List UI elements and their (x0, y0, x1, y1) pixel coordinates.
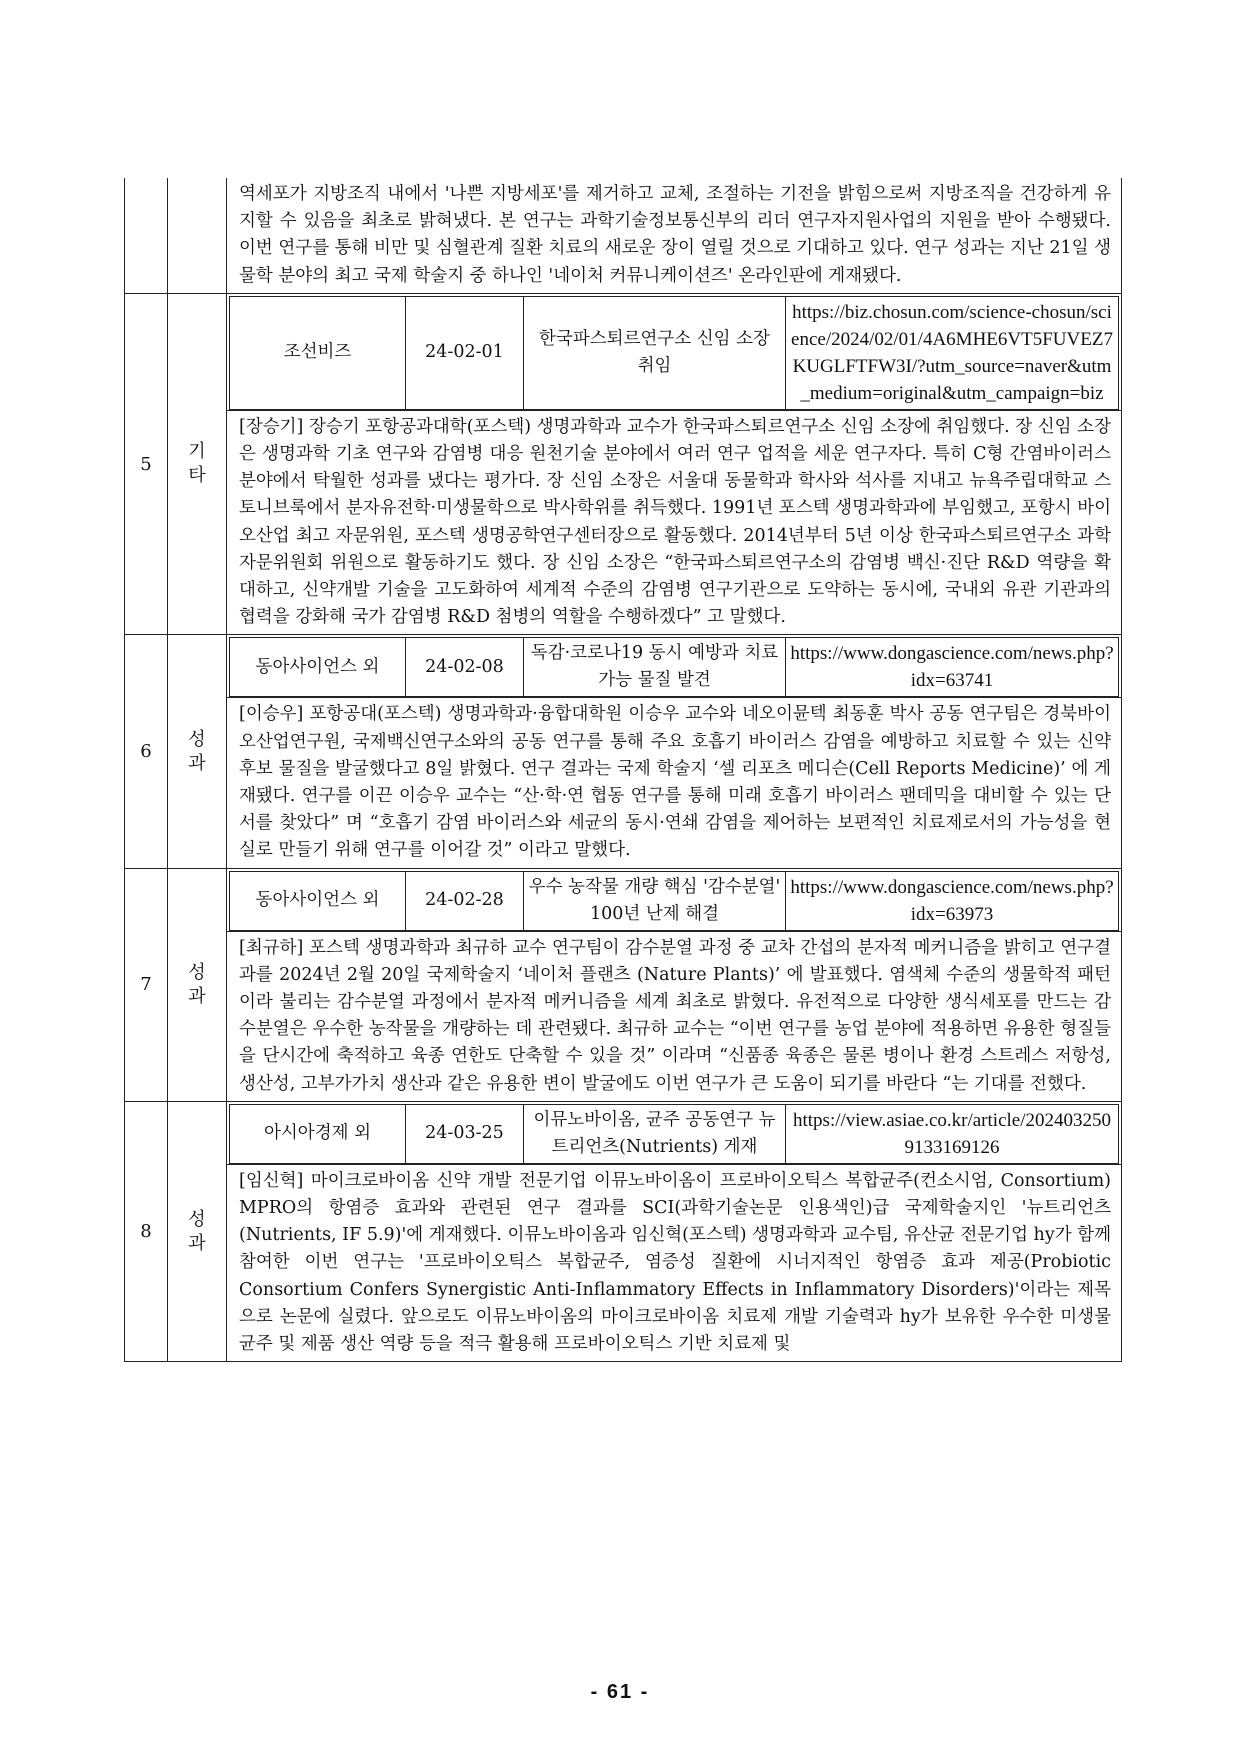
article-link[interactable]: https://www.dongascience.com/news.php?idx=63973 (786, 871, 1119, 930)
publish-date: 24-02-08 (406, 638, 524, 697)
category-char: 성 (188, 728, 206, 750)
entry-info-table (229, 871, 1119, 931)
article-headline: 우수 농작물 개량 핵심 '감수분열' 100년 난제 해결 (524, 871, 786, 930)
category-char: 성 (188, 1208, 206, 1230)
entry-row (125, 1101, 1122, 1164)
category-char: 과 (188, 985, 206, 1007)
entry-category (168, 635, 227, 868)
entry-summary: [이승우] 포항공대(포스텍) 생명과학과·융합대학원 이승우 교수와 네오이뮨텍 최동훈 박사 공동 연구팀은 경북바이오산업연구원, 국제백신연구소와의 공동 연구를 통해 주요 호흡기 바이러스 감염을 예방하고 치료할 수 있는 신약 후보 물질을 발굴했다고 8일 밝혔다. 연구 결과는 국제 학술지 ‘셀 리포츠 메디슨(Cell Reports Medicine)’ 에 게재됐다. 연구를 이끈 이승우 교수는 “산·학·연 협동 연구를 통해 미래 호흡기 바이러스 팬데믹을 대비할 수 있는 단서를 찾았다” 며 “호흡기 감염 바이러스와 세균의 동시·연쇄 감염을 제어하는 보편적인 치료제로서의 가능성을 현실로 만들기 위해 연구를 이어갈 것” 이라고 말했다. (239, 704, 1111, 861)
entry-category (168, 868, 227, 1101)
entry-summary-row (125, 931, 1122, 1101)
entry-row (125, 868, 1122, 931)
entry-summary: [임신혁] 마이크로바이옴 신약 개발 전문기업 이뮤노바이옴이 프로바이오틱스 복합균주(컨소시엄, Consortium) MPRO의 항염증 효과와 관련된 연구 결과를 SCI(과학기술논문 인용색인)급 국제학술지인 '뉴트리언츠(Nutrients, IF 5.9)'에 게재했다. 이뮤노바이옴과 임신혁(포스텍) 생명과학과 교수팀, 유산균 전문기업 hy가 함께 참여한 이번 연구는 '프로바이오틱스 복합균주, 염증성 질환에 시너지적인 항염증 효과 제공(Probiotic Consortium Confers Synergistic Anti-Inflammatory Effects in Inflammatory Disorders)'이라는 제목으로 논문에 실렸다. 앞으로도 이뮤노바이옴의 마이크로바이옴 치료제 개발 기술력과 hy가 보유한 우수한 미생물 균주 및 제품 생산 역량 등을 적극 활용해 프로바이오틱스 기반 치료제 및 (239, 1170, 1111, 1355)
entry-info-cell (227, 293, 1122, 410)
media-name: 동아사이언스 외 (230, 638, 406, 697)
entry-row (125, 293, 1122, 410)
publish-date: 24-03-25 (406, 1104, 524, 1163)
entry-number: 8 (125, 1101, 168, 1361)
article-headline: 이뮤노바이옴, 균주 공동연구 뉴트리언츠(Nutrients) 게재 (524, 1104, 786, 1163)
summary-cell (227, 1164, 1122, 1361)
entry-number: 5 (125, 293, 168, 635)
category-char: 기 (188, 441, 206, 463)
category-char: 과 (188, 752, 206, 774)
entry-number-cell (125, 178, 168, 293)
summary-cell (227, 698, 1122, 868)
page-number: - 61 - (590, 1681, 650, 1703)
entry-category-cell (168, 178, 227, 293)
entry-info-cell (227, 868, 1122, 931)
entry-number: 7 (125, 868, 168, 1101)
continued-summary-text: 역세포가 지방조직 내에서 '나쁜 지방세포'를 제거하고 교체, 조절하는 기전을 밝힘으로써 지방조직을 건강하게 유지할 수 있음을 최초로 밝혀냈다. 본 연구는 과학기술정보통신부의 리더 연구자지원사업의 지원을 받아 수행됐다. 이번 연구를 통해 비만 및 심혈관계 질환 치료의 새로운 장이 열릴 것으로 기대하고 있다. 연구 성과는 지난 21일 생물학 분야의 최고 국제 학술지 중 하나인 '네이처 커뮤니케이션즈' 온라인판에 게재됐다. (239, 184, 1111, 286)
entry-info-cell (227, 1101, 1122, 1164)
entry-info-table (229, 1104, 1119, 1164)
summary-cell (227, 410, 1122, 635)
entry-info-table (229, 296, 1119, 410)
article-headline: 독감·코로나19 동시 예방과 치료 가능 물질 발견 (524, 638, 786, 697)
category-char: 성 (188, 961, 206, 983)
entry-info-table (229, 637, 1119, 697)
entry-summary-row (125, 410, 1122, 635)
publish-date: 24-02-28 (406, 871, 524, 930)
article-link[interactable]: https://www.dongascience.com/news.php?idx=63741 (786, 638, 1119, 697)
media-name: 조선비즈 (230, 296, 406, 409)
category-char: 과 (188, 1232, 206, 1254)
entry-number: 6 (125, 635, 168, 868)
media-name: 아시아경제 외 (230, 1104, 406, 1163)
summary-cell (227, 931, 1122, 1101)
press-coverage-table (124, 178, 1122, 1362)
entry-row (125, 635, 1122, 698)
entry-category (168, 1101, 227, 1361)
entry-info-cell (227, 635, 1122, 698)
category-char: 타 (188, 465, 206, 487)
entry-summary-row (125, 1164, 1122, 1361)
article-headline: 한국파스퇴르연구소 신임 소장 취임 (524, 296, 786, 409)
publish-date: 24-02-01 (406, 296, 524, 409)
entry-category (168, 293, 227, 635)
entry-summary: [최규하] 포스텍 생명과학과 최규하 교수 연구팀이 감수분열 과정 중 교차 간섭의 분자적 메커니즘을 밝히고 연구결과를 2024년 2월 20일 국제학술지 ‘네이처 플랜츠 (Nature Plants)’ 에 발표했다. 염색체 수준의 생물학적 패턴이라 불리는 감수분열 과정에서 분자적 메커니즘을 세계 최초로 밝혔다. 유전적으로 다양한 생식세포를 만드는 감수분열은 우수한 농작물을 개량하는 데 관련됐다. 최규하 교수는 “이번 연구를 농업 분야에 적용하면 유용한 형질들을 단시간에 축적하고 육종 연한도 단축할 수 있을 것” 이라며 “신품종 육종은 물론 병이나 환경 스트레스 저항성, 생산성, 고부가가치 생산과 같은 유용한 변이 발굴에도 이번 연구가 큰 도움이 되기를 바란다 “는 기대를 전했다. (239, 937, 1111, 1094)
media-name: 동아사이언스 외 (230, 871, 406, 930)
entry-summary-row (125, 698, 1122, 868)
summary-cell (227, 178, 1122, 293)
entry-summary: [장승기] 장승기 포항공과대학(포스텍) 생명과학과 교수가 한국파스퇴르연구소 신임 소장에 취임했다. 장 신임 소장은 생명과학 기초 연구와 감염병 대응 원천기술 분야에서 여러 연구 업적을 세운 연구자다. 특히 C형 간염바이러스 분야에서 탁월한 성과를 냈다는 평가다. 장 신임 소장은 서울대 동물학과 학사와 석사를 지내고 뉴욕주립대학교 스토니브룩에서 분자유전학·미생물학으로 박사학위를 취득했다. 1991년 포스텍 생명과학과에 부임했고, 포항시 바이오산업 최고 자문위원, 포스텍 생명공학연구센터장으로 활동했다. 2014년부터 5년 이상 한국파스퇴르연구소 과학자문위원회 위원으로 활동하기도 했다. 장 신임 소장은 “한국파스퇴르연구소의 감염병 백신·진단 R&D 역량을 확대하고, 신약개발 기술을 고도화하여 세계적 수준의 감염병 연구기관으로 도약하는 동시에, 국내외 유관 기관과의 협력을 강화해 국가 감염병 R&D 첨병의 역할을 수행하겠다” 고 말했다. (239, 416, 1112, 628)
article-link[interactable]: https://biz.chosun.com/science-chosun/science/2024/02/01/4A6MHE6VT5FUVEZ7KUGLFTFW3I/?utm_source=naver&utm_medium=original&utm_campaign=biz (786, 296, 1119, 409)
article-link[interactable]: https://view.asiae.co.kr/article/2024032509133169126 (786, 1104, 1119, 1163)
continuation-row (125, 178, 1122, 293)
